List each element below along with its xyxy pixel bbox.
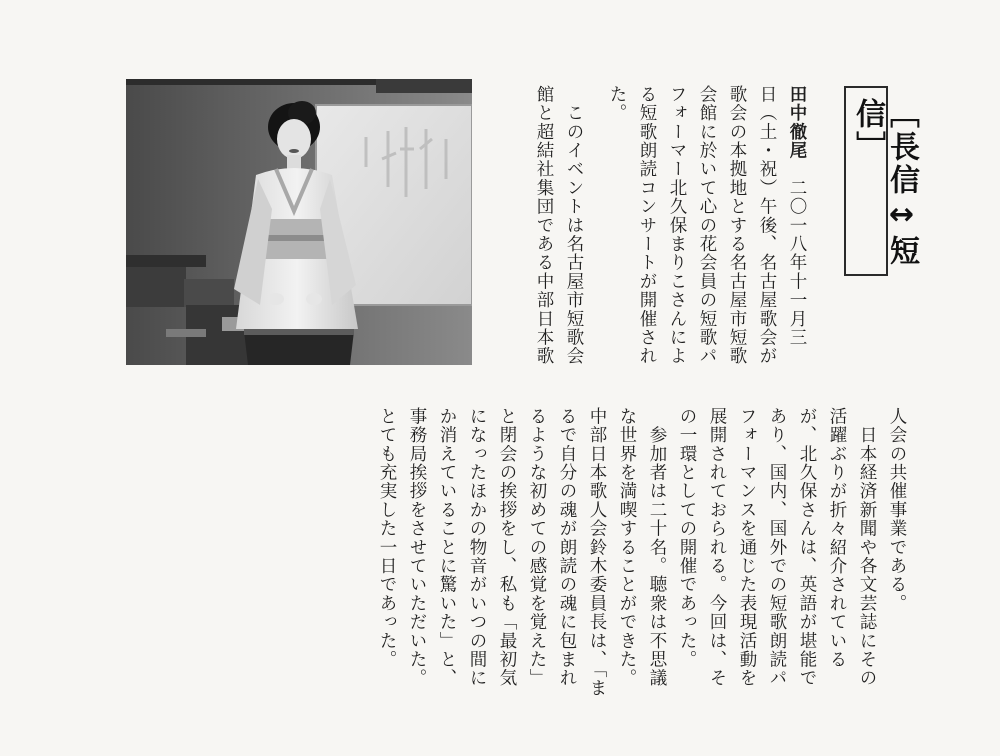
text-column: 活躍ぶりが折々紹介されている bbox=[827, 407, 847, 669]
event-photo bbox=[126, 79, 472, 365]
text-column: と閉会の挨拶をし、私も「最初気 bbox=[497, 407, 517, 688]
text-column: 参加者は二十名。聴衆は不思議 bbox=[647, 407, 667, 688]
text-column: 日（土・祝）午後、名古屋歌会が bbox=[757, 85, 777, 366]
photo-illustration bbox=[126, 79, 472, 365]
text-column: 歌会の本拠地とする名古屋市短歌 bbox=[727, 85, 747, 366]
text-column: 会館に於いて心の花会員の短歌パ bbox=[697, 85, 717, 366]
text-column: な世界を満喫することができた。 bbox=[617, 407, 637, 688]
text-column: るで自分の魂が朗読の魂に包まれ bbox=[557, 407, 577, 688]
author-name: 田中徹尾 bbox=[787, 85, 807, 160]
text-column: 事務局挨拶をさせていただいた。 bbox=[407, 407, 427, 688]
section-heading: ［長信↔短信］ bbox=[850, 98, 919, 268]
text-column: 館と超結社集団である中部日本歌 bbox=[534, 85, 554, 366]
text-column bbox=[787, 85, 807, 347]
text-column: か消えていることに驚いた」と、 bbox=[437, 407, 457, 688]
text-column: る短歌朗読コンサートが開催され bbox=[637, 85, 657, 366]
text-column: るような初めての感覚を覚えた」 bbox=[527, 407, 547, 688]
section-heading-box bbox=[844, 86, 919, 276]
text-column: になったほかの物音がいつの間に bbox=[467, 407, 487, 688]
text-column: フォーマー北久保まりこさんによ bbox=[667, 85, 687, 366]
text-column: た。 bbox=[607, 85, 627, 123]
text-column: 日本経済新聞や各文芸誌にその bbox=[857, 407, 877, 688]
text-column: フォーマンスを通じた表現活動を bbox=[737, 407, 757, 688]
text-column: 人会の共催事業である。 bbox=[887, 407, 907, 613]
text-line: 二〇一八年十一月三 bbox=[787, 159, 807, 347]
text-column: あり、国内、国外での短歌朗読パ bbox=[767, 407, 787, 688]
text-column: 中部日本歌人会鈴木委員長は、「ま bbox=[587, 407, 607, 698]
text-column: とても充実した一日であった。 bbox=[377, 407, 397, 669]
text-column: 展開されておられる。今回は、そ bbox=[707, 407, 727, 688]
text-column: が、北久保さんは、英語が堪能で bbox=[797, 407, 817, 688]
text-column: の一環としての開催であった。 bbox=[677, 407, 697, 669]
text-column: このイベントは名古屋市短歌会 bbox=[564, 85, 584, 366]
